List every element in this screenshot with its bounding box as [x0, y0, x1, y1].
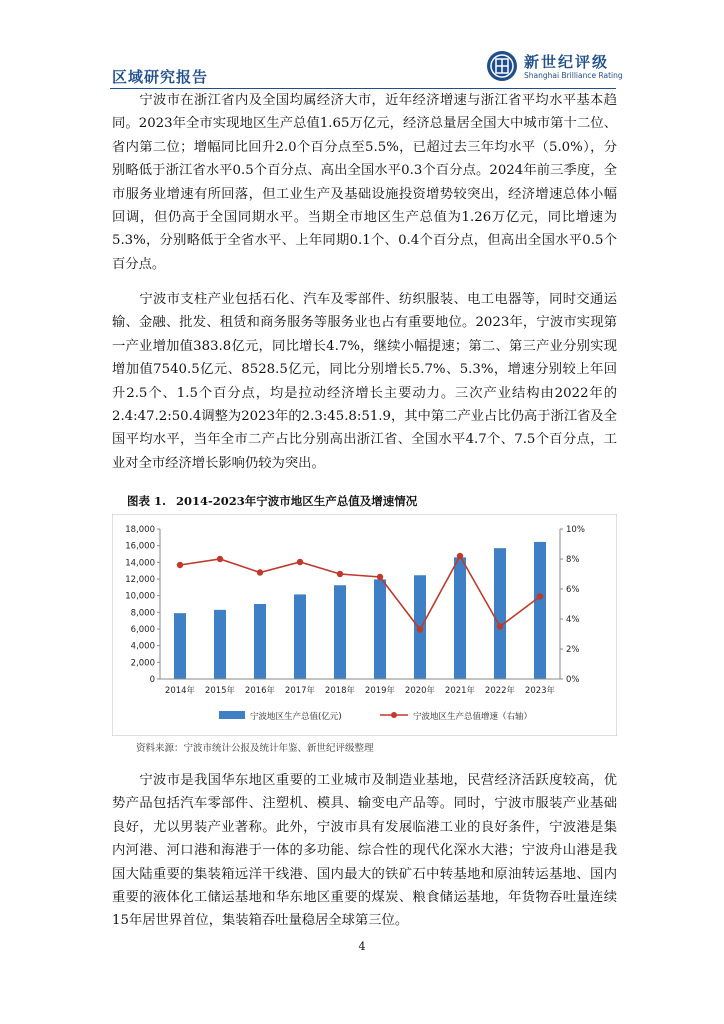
gdp-bar [534, 542, 546, 679]
growth-rate-point [417, 626, 423, 632]
growth-rate-point [457, 553, 463, 559]
gdp-bar [174, 613, 186, 679]
x-tick-label: 2023年 [524, 686, 556, 696]
legend-line-marker [391, 712, 397, 718]
x-tick-label: 2017年 [284, 686, 316, 696]
paragraph-text: 宁波市是我国华东地区重要的工业城市及制造业基地，民营经济活跃度较高，优势产品包括汽车零部件、注塑机、模具、输变电产品等。同时，宁波市服装产业基础良好，尤以男装产业著称。此外，宁波市具有发展临港工业的良好条件，宁波港是集内河港、河口港和海港于一体的多功能、综合性的现代化深水大港；宁波舟山港是我国大陆重要的集装箱远洋干线港、国内最大的铁矿石中转基地和原油转运基地、国内重要的液体化工储运基地和华东地区重要的煤炭、粮食储运基地，年货物吞吐量连续15年居世界首位，集装箱吞吐量稳居全球第三位。 [112, 773, 617, 929]
figure-caption [127, 493, 427, 509]
y-left-tick-label: 8,000 [130, 608, 155, 619]
growth-rate-point [497, 623, 503, 629]
gdp-chart-svg [112, 514, 617, 736]
gdp-chart [112, 514, 617, 736]
y-right-tick-label: 2% [566, 645, 580, 655]
y-left-tick-label: 16,000 [125, 541, 155, 552]
gdp-bar [214, 610, 226, 679]
x-tick-label: 2020年 [404, 686, 436, 696]
gdp-bar [494, 548, 506, 679]
y-left-tick-label: 2,000 [130, 658, 155, 669]
x-tick-label: 2021年 [444, 686, 476, 696]
x-tick-label: 2015年 [204, 686, 236, 696]
figure-label: 图表 1. [127, 494, 167, 508]
y-right-tick-label: 0% [566, 675, 580, 685]
gdp-bar [454, 557, 466, 679]
gdp-bar [334, 585, 346, 679]
y-left-tick-label: 18,000 [125, 525, 155, 535]
logo-chinese-text: 新世纪评级 [524, 53, 610, 71]
x-tick-label: 2014年 [164, 686, 196, 696]
brand-logo [486, 50, 623, 84]
paragraph-economy-overview [112, 89, 617, 276]
x-tick-label: 2022年 [484, 686, 516, 696]
section-title: 区域研究报告 [112, 68, 209, 86]
x-tick-label: 2016年 [244, 686, 276, 696]
y-left-tick-label: 10,000 [125, 591, 155, 602]
figure-source: 资料来源：宁波市统计公报及统计年鉴、新世纪评级整理 [136, 743, 374, 754]
growth-rate-point [217, 556, 223, 562]
growth-rate-point [537, 593, 543, 599]
y-left-tick-label: 6,000 [130, 625, 155, 635]
y-left-tick-label: 4,000 [130, 641, 155, 652]
growth-rate-point [297, 559, 303, 565]
legend-bar-label: 宁波地区生产总值(亿元) [250, 712, 342, 722]
y-right-tick-label: 6% [566, 585, 580, 595]
brand-logo-icon [486, 50, 518, 82]
y-left-tick-label: 14,000 [125, 558, 155, 569]
page-number: 4 [358, 940, 366, 953]
gdp-bar [294, 594, 306, 679]
paragraph-text: 宁波市支柱产业包括石化、汽车及零部件、纺织服装、电工电器等，同时交通运输、金融、批发、租赁和商务服务等服务业也占有重要地位。2023年，宁波市实现第一产业增加值383.8亿元，同比增长4.7%，继续小幅提速；第二、第三产业分别实现增加值7540.5亿元、8528.5亿元，同比分别增长5.7%、5.3%，增速分别较上年回升2.5个、1.5个百分点，均是拉动经济增长主要动力。三次产业结构由2022年的2.4:47.2:50.4调整为2023年的2.3:45.8:51.9，其中第二产业占比仍高于浙江省及全国平均水平，当年全市二产占比分别高出浙江省、全国水平4.7个、7.5个百分点，工业对全市经济增长影响仍较为突出。 [112, 292, 618, 471]
gdp-bar [254, 604, 266, 679]
growth-rate-point [177, 562, 183, 568]
paragraph-text: 宁波市在浙江省内及全国均属经济大市，近年经济增速与浙江省平均水平基本趋同。2023年全市实现地区生产总值1.65万亿元，经济总量居全国大中城市第十二位、省内第二位；增幅同比回升2.0个百分点至5.5%，已超过去三年均水平（5.0%），分别略低于浙江省水平0.5个百分点、高出全国水平0.3个百分点。2024年前三季度，全市服务业增速有所回落，但工业生产及基础设施投资增势较突出，经济增速总体小幅回调，但仍高于全国同期水平。当期全市地区生产总值为1.26万亿元，同比增速为5.3%，分别略低于全省水平、上年同期0.1个、0.4个百分点，但高出全国水平0.5个百分点。 [112, 93, 617, 272]
y-left-tick-label: 0 [149, 675, 155, 685]
growth-rate-point [337, 571, 343, 577]
logo-english-text: Shanghai Brilliance Rating [524, 71, 623, 80]
y-right-tick-label: 4% [566, 615, 580, 625]
figure-title: 2014-2023年宁波市地区生产总值及增速情况 [176, 494, 418, 508]
x-tick-label: 2018年 [324, 686, 356, 696]
y-right-tick-label: 8% [566, 555, 580, 565]
growth-rate-point [257, 569, 263, 575]
y-left-tick-label: 12,000 [125, 575, 155, 585]
paragraph-industrial-base [112, 769, 617, 933]
y-right-tick-label: 10% [566, 525, 585, 535]
paragraph-industry-structure [112, 288, 617, 475]
legend-bar-swatch [219, 711, 245, 719]
legend-line-label: 宁波地区生产总值增速（右轴） [413, 712, 533, 722]
growth-rate-point [377, 574, 383, 580]
x-tick-label: 2019年 [364, 686, 396, 696]
gdp-bar [374, 579, 386, 679]
